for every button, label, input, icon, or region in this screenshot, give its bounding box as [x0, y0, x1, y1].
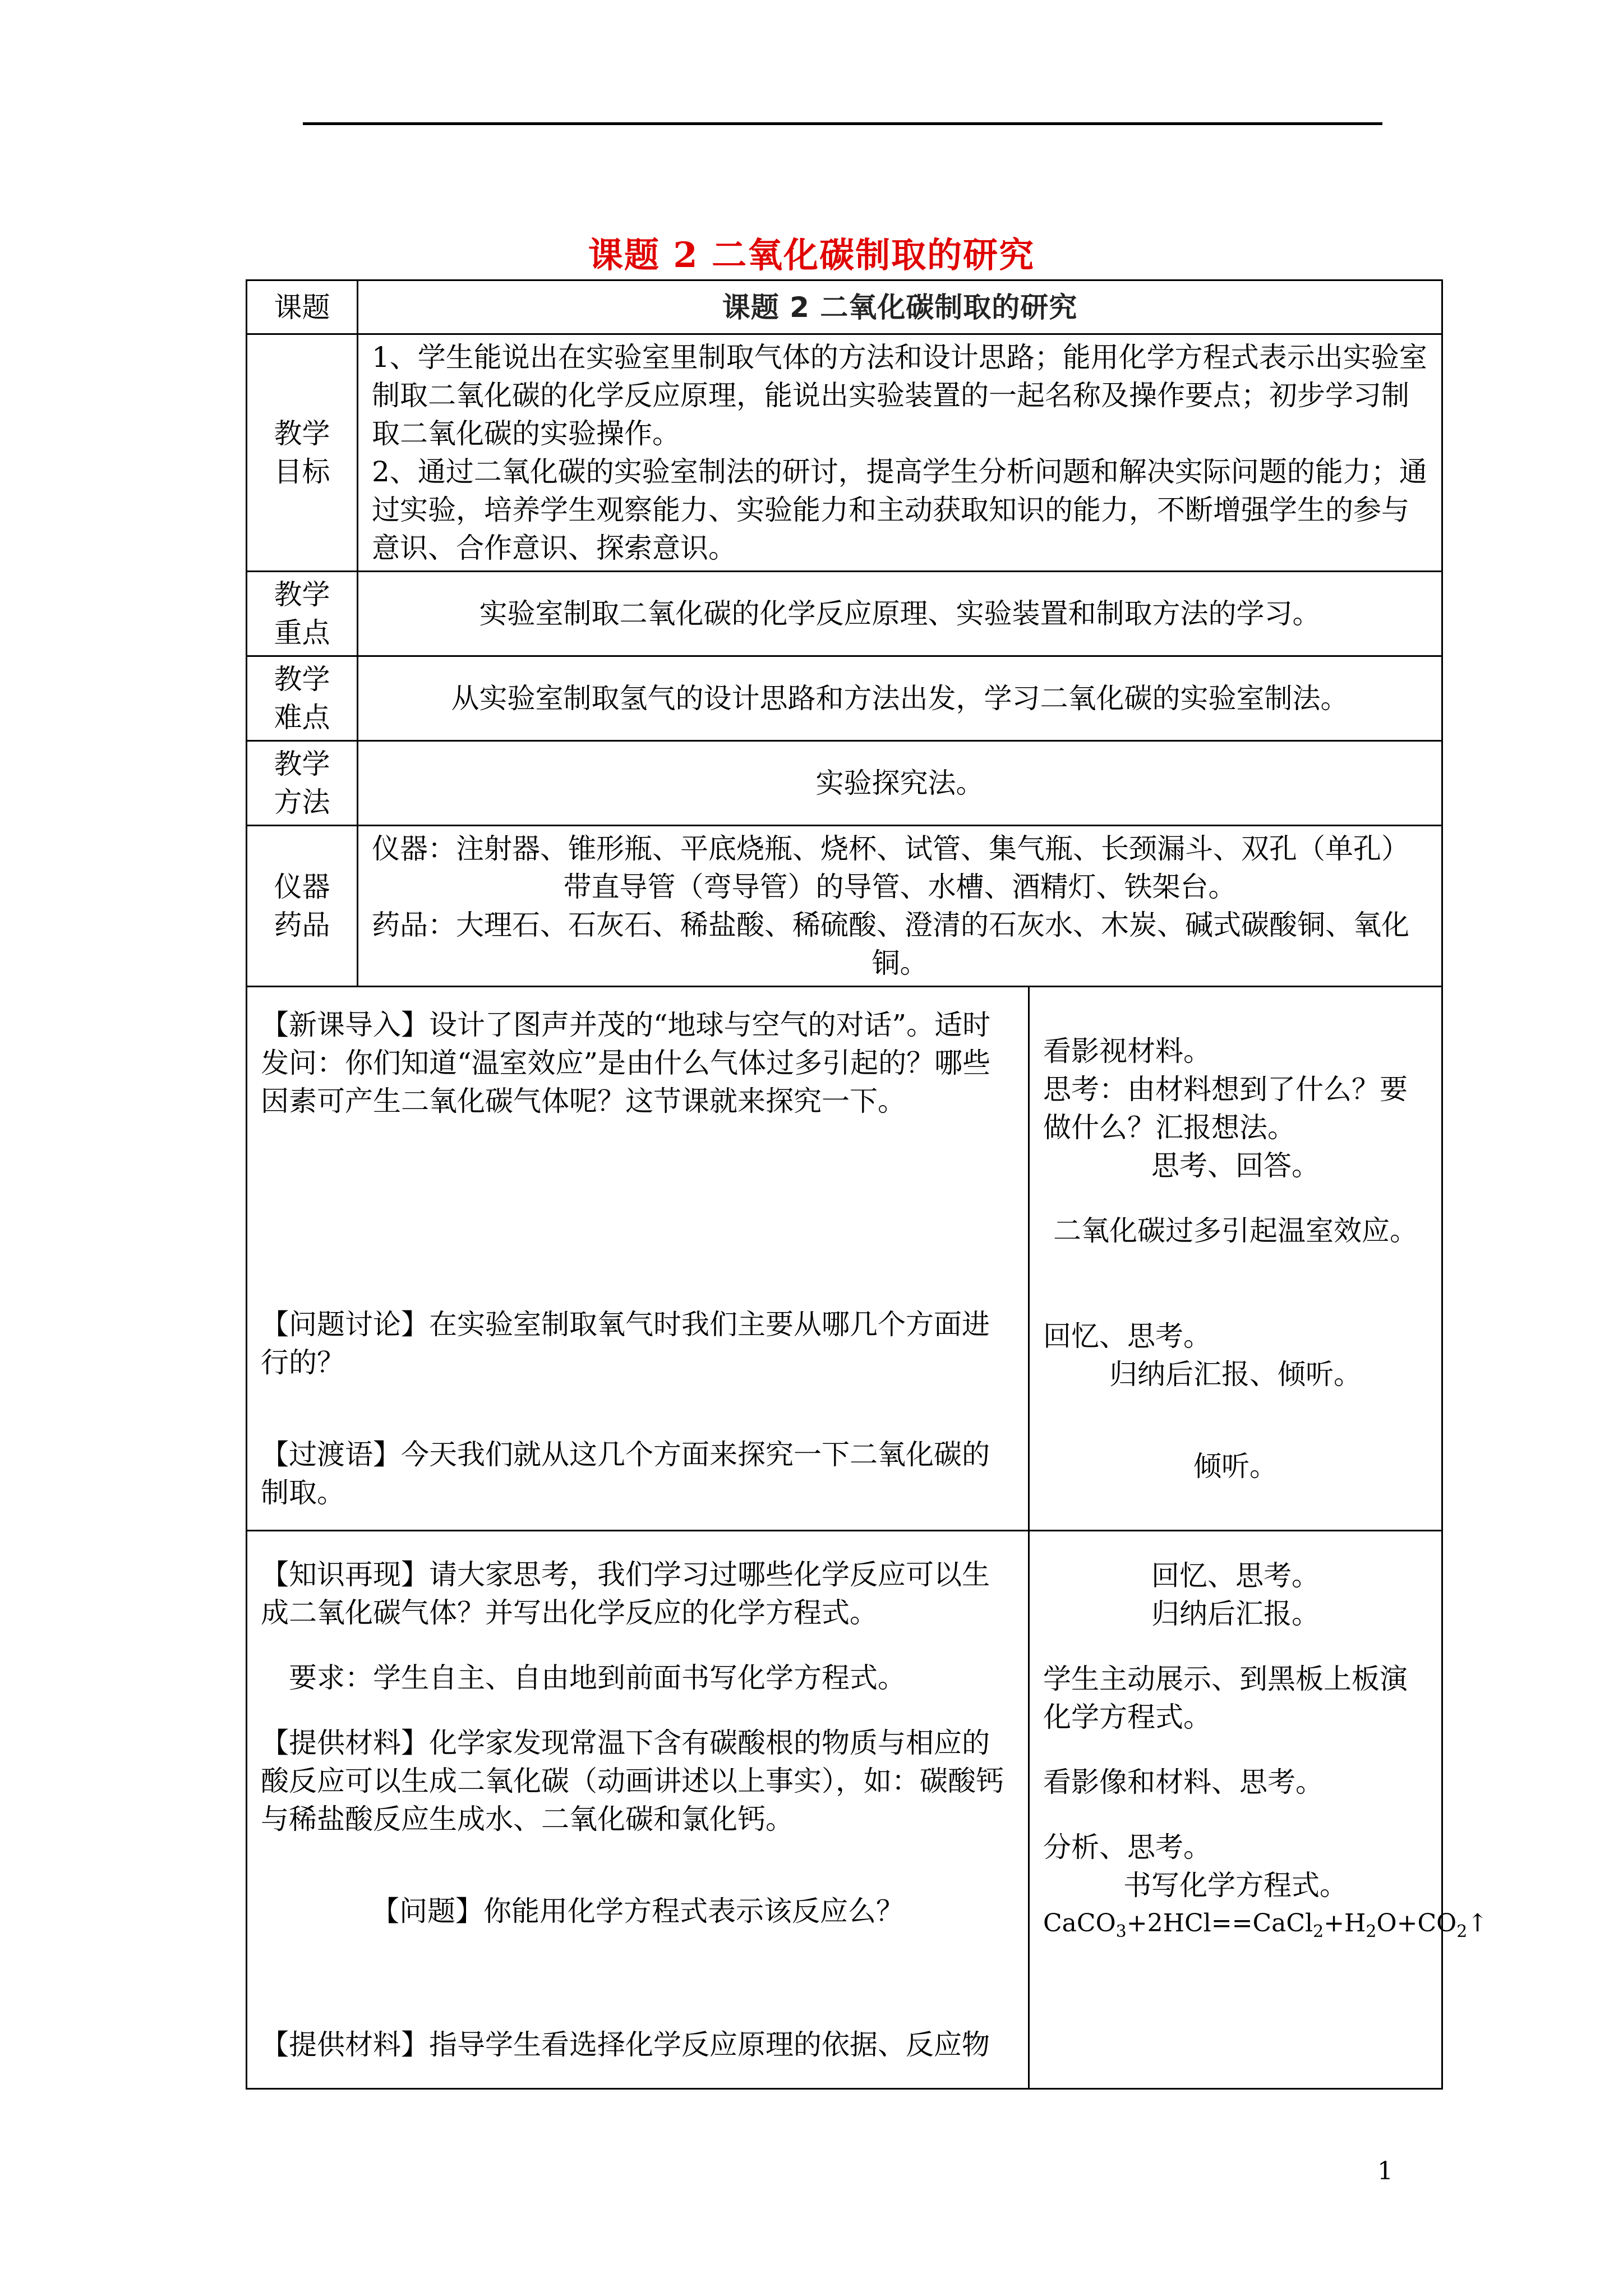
gas-arrow-icon: ↑ — [1467, 1908, 1488, 1938]
student-1-4: 二氧化碳过多引起温室效应。 — [1053, 1214, 1418, 1247]
difficulties-label — [247, 656, 358, 741]
student-2-2: 归纳后汇报。 — [1151, 1597, 1320, 1630]
student-1-5: 回忆、思考。 — [1043, 1319, 1211, 1352]
requirement: 要求：学生自主、自由地到前面书写化学方程式。 — [289, 1662, 906, 1694]
goals-label-line1: 教学 — [274, 417, 330, 450]
provided-material-2: 【提供材料】指导学生看选择化学反应原理的依据、反应物 — [261, 2028, 990, 2061]
transition-words: 【过渡语】今天我们就从这几个方面来探究一下二氧化碳的制取。 — [261, 1438, 990, 1509]
drugs-line1: 药品：大理石、石灰石、稀盐酸、稀硫酸、澄清的石灰水、木炭、碱式碳酸铜、氧化 — [372, 909, 1409, 941]
row-topic — [247, 280, 1442, 334]
page-number: 1 — [1377, 2157, 1393, 2185]
knowledge-recall: 【知识再现】请大家思考，我们学习过哪些化学反应可以生成二氧化碳气体？并写出化学反应的化学方程式。 — [261, 1558, 990, 1629]
student-2-5: 分析、思考。 — [1043, 1830, 1211, 1864]
materials-content — [358, 826, 1442, 987]
difficulties-label-line1: 教学 — [274, 663, 330, 696]
row-difficulties — [247, 656, 1442, 741]
student-1-7: 倾听。 — [1193, 1450, 1278, 1483]
goals-label-line2: 目标 — [274, 455, 330, 488]
activity1-teacher — [247, 987, 1029, 1531]
key-points-label-line2: 重点 — [274, 616, 330, 649]
activity2-student — [1029, 1531, 1488, 2089]
row-activity-1 — [247, 987, 1442, 1531]
difficulties-label-line2: 难点 — [274, 701, 330, 734]
chemical-equation: $CaCO_3+2HCl==CaCl_2+H_2O+CO_2↑$ — [1043, 1908, 1488, 1941]
key-points-label-line1: 教学 — [274, 578, 330, 611]
question: 【问题】你能用化学方程式表示该反应么？ — [371, 1895, 904, 1927]
goal-2: 2、通过二氧化碳的实验室制法的研讨，提高学生分析问题和解决实际问题的能力；通过实验，培养学生观察能力、实验能力和主动获取知识的能力，不断增强学生的参与意识、合作意识、探索意识。 — [372, 455, 1427, 564]
method-label-line1: 教学 — [274, 748, 330, 780]
student-2-4: 看影像和材料、思考。 — [1043, 1765, 1324, 1798]
row-goals — [247, 334, 1442, 572]
method-label-line2: 方法 — [274, 786, 330, 818]
document-title: 课题 2 二氧化碳制取的研究 — [588, 234, 1035, 275]
row-method — [247, 741, 1442, 826]
student-2-6: 书写化学方程式。 — [1123, 1869, 1348, 1902]
student-1-3: 思考、回答。 — [1151, 1149, 1320, 1182]
lesson-plan-table — [246, 279, 1488, 2090]
method-label — [247, 741, 358, 826]
student-1-2: 思考：由材料想到了什么？要做什么？汇报想法。 — [1043, 1073, 1408, 1144]
student-1-1: 看影视材料。 — [1043, 1034, 1211, 1068]
instruments-line1: 仪器：注射器、锥形瓶、平底烧瓶、烧杯、试管、集气瓶、长颈漏斗、双孔（单孔） — [372, 832, 1409, 865]
row-activity-2 — [247, 1531, 1442, 2089]
goal-1: 1、学生能说出在实验室里制取气体的方法和设计思路；能用化学方程式表示出实验室制取二氧化碳的化学反应原理，能说出实验装置的一起名称及操作要点；初步学习制取二氧化碳的实验操作。 — [372, 341, 1427, 450]
row-materials — [247, 826, 1442, 987]
materials-label-line2: 药品 — [274, 909, 330, 941]
instruments-line2: 带直导管（弯导管）的导管、水槽、酒精灯、铁架台。 — [563, 871, 1237, 903]
student-1-6: 归纳后汇报、倾听。 — [1109, 1358, 1362, 1391]
student-2-3: 学生主动展示、到黑板上板演化学方程式。 — [1043, 1662, 1408, 1733]
new-lesson-intro: 【新课导入】设计了图声并茂的“地球与空气的对话”。适时发问：你们知道“温室效应”是由什么气体过多引起的？哪些因素可产生二氧化碳气体呢？这节课就来探究一下。 — [261, 1008, 991, 1117]
student-2-1: 回忆、思考。 — [1151, 1559, 1320, 1592]
drugs-line2: 铜。 — [872, 947, 928, 979]
provided-material-1: 【提供材料】化学家发现常温下含有碳酸根的物质与相应的酸反应可以生成二氧化碳（动画讲述以上事实），如：碳酸钙与稀盐酸反应生成水、二氧化碳和氯化钙。 — [261, 1727, 1004, 1835]
topic-value: 课题 2 二氧化碳制取的研究 — [358, 280, 1442, 334]
key-points-value: 实验室制取二氧化碳的化学反应原理、实验装置和制取方法的学习。 — [358, 572, 1442, 656]
goals-content — [358, 334, 1442, 572]
method-value: 实验探究法。 — [358, 741, 1442, 826]
goals-label — [247, 334, 358, 572]
difficulties-value: 从实验室制取氢气的设计思路和方法出发，学习二氧化碳的实验室制法。 — [358, 656, 1442, 741]
materials-label-line1: 仪器 — [274, 871, 330, 903]
topic-label: 课题 — [247, 280, 358, 334]
problem-discussion: 【问题讨论】在实验室制取氧气时我们主要从哪几个方面进行的？ — [261, 1308, 990, 1379]
row-key-points — [247, 572, 1442, 656]
activity2-teacher — [247, 1531, 1029, 2089]
key-points-label — [247, 572, 358, 656]
header-rule — [303, 122, 1382, 125]
activity1-student — [1029, 987, 1442, 1531]
materials-label — [247, 826, 358, 987]
